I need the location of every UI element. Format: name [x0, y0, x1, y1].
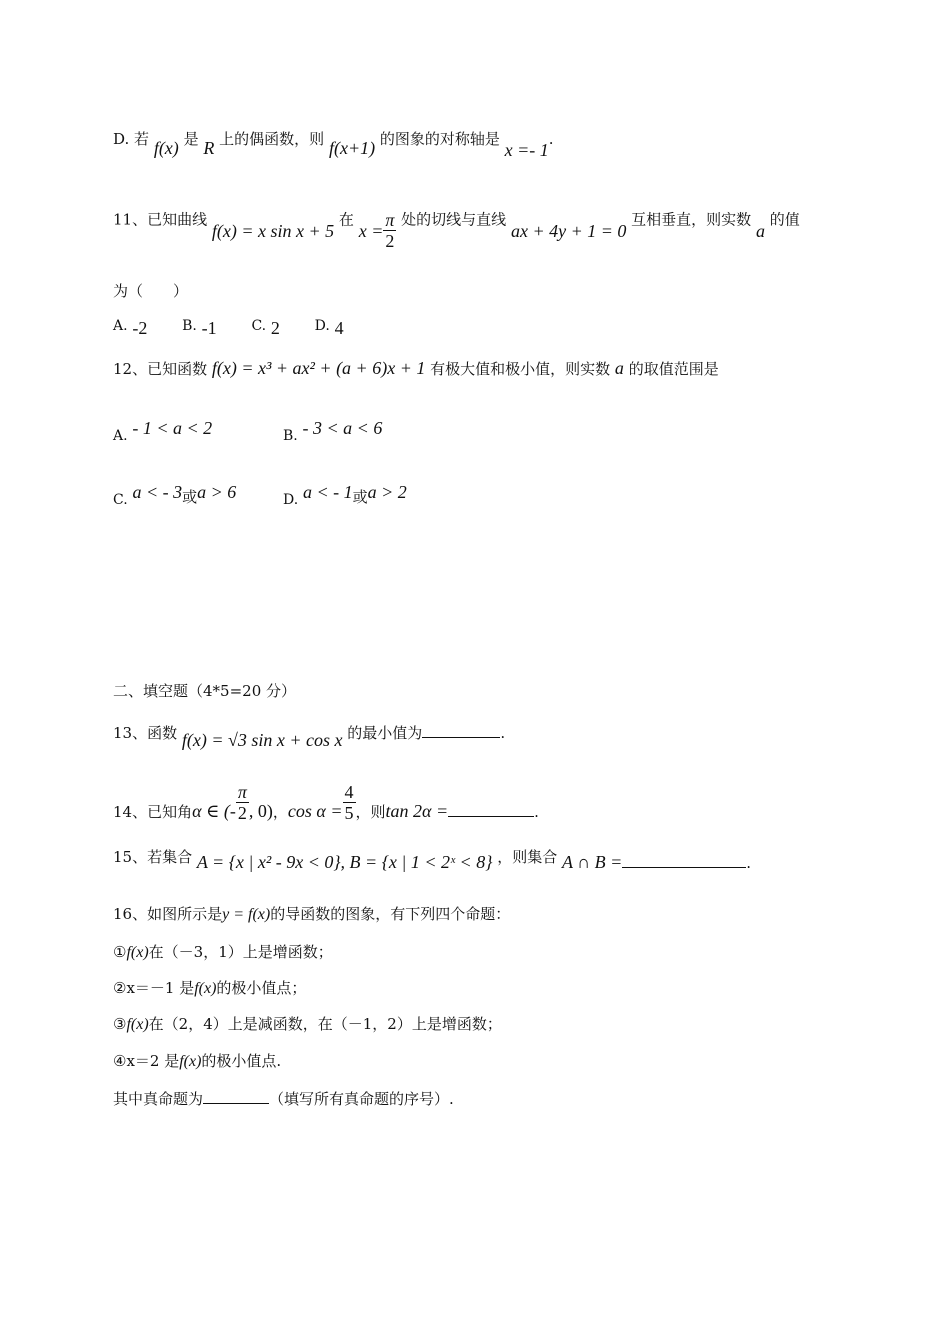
q11-a: a — [755, 220, 765, 241]
q12-opt-b-value: - 3 < a < 6 — [302, 418, 383, 438]
q11-zai: 在 — [338, 210, 354, 229]
q15 — [113, 846, 752, 872]
q16-p1-text: 在（－3，1）上是增函数； — [148, 943, 333, 961]
q12-text2: 的取值范围是 — [628, 360, 719, 378]
q12-num: 12、已知函数 — [113, 360, 208, 378]
q15-text: ，则集合 — [497, 848, 558, 866]
q15-ab: A ∩ B = — [561, 852, 623, 872]
q16-intro — [113, 903, 510, 924]
q10d-shi: 是 — [183, 130, 199, 148]
q12-opt-b — [283, 418, 383, 444]
q13 — [113, 722, 506, 750]
q14-answer-blank — [448, 802, 534, 817]
q12-func: f(x) = x³ + ax² + (a + 6)x + 1 — [211, 358, 426, 378]
q16-proposition-3 — [113, 1013, 502, 1034]
q10d-R: R — [203, 138, 215, 158]
q10d-fx: f(x) — [153, 138, 179, 158]
q11-x-eq: x = — [358, 220, 384, 241]
q12-stem — [113, 358, 719, 379]
q11-opt-c-value: 2 — [270, 318, 280, 338]
q12-opt-d-value2: a > 2 — [367, 482, 407, 502]
q15-num: 15、若集合 — [113, 848, 193, 866]
q16-answer — [113, 1088, 454, 1109]
q15-b-set: , B = {x | 1 < 2ˣ < 8} — [340, 852, 493, 872]
q13-text: 的最小值为 — [347, 724, 423, 742]
q14-alpha-in: α ∈ (- — [192, 800, 236, 821]
q16-p3-func: f(x) — [126, 1016, 149, 1033]
q12-opt-c-label: C. — [113, 492, 128, 508]
q10d-end: . — [548, 130, 554, 148]
q11-text2: 互相垂直，则实数 — [631, 210, 752, 229]
q14-end: . — [534, 802, 539, 821]
q10d-text2: 的图象的对称轴是 — [379, 130, 500, 148]
q10d-text1: 上的偶函数，则 — [219, 130, 325, 148]
q12-opt-a — [113, 418, 213, 444]
q12-opt-c-or: 或 — [182, 488, 198, 506]
q11-stem — [113, 200, 800, 251]
q14-num: 14、已知角 — [113, 802, 193, 821]
q16-p4-mark: ④x＝2 是 — [113, 1052, 180, 1070]
q11-wei: 为（ ） — [113, 282, 189, 300]
q16-p1-mark: ① — [113, 943, 127, 961]
q12-a: a — [614, 358, 624, 378]
q13-answer-blank — [422, 723, 500, 738]
q12-opt-a-label: A. — [113, 428, 128, 444]
q16-intro-1: 16、如图所示是 — [113, 905, 223, 923]
q11-func: f(x) = x sin x + 5 — [211, 220, 335, 241]
q13-end: . — [500, 724, 506, 742]
q14-then: ，则 — [355, 802, 386, 821]
q16-answer-1: 其中真命题为 — [113, 1090, 204, 1108]
q16-answer-blank — [203, 1089, 269, 1104]
q11-pi-over-2: $\frac{\pi}{2}$ — [385, 210, 395, 251]
q12-text1: 有极大值和极小值，则实数 — [430, 360, 611, 378]
q16-p2-text: 的极小值点； — [216, 979, 307, 997]
q11-options — [113, 314, 344, 338]
q14 — [113, 782, 539, 823]
q14-tan: tan 2α = — [385, 800, 449, 821]
q12-opt-d — [283, 482, 407, 508]
q11-opt-b-label: B. — [182, 318, 197, 334]
q15-a-set: A = {x | x² - 9x < 0} — [196, 852, 341, 872]
q16-intro-2: 的导函数的图象，有下列四个命题： — [270, 905, 511, 923]
q11-opt-b-value: -1 — [201, 318, 217, 338]
q11-opt-a-value: -2 — [132, 318, 148, 338]
q14-interval-end: , 0) — [248, 800, 273, 821]
q16-answer-2: （填写所有真命题的序号）. — [269, 1090, 454, 1108]
q12-opt-d-label: D. — [283, 492, 299, 508]
q13-num: 13、函数 — [113, 724, 178, 742]
q14-cos: cos α = — [287, 800, 343, 821]
q16-p2-mark: ②x＝－1 是 — [113, 979, 195, 997]
section2-title: 二、填空题（4*5=20 分） — [113, 682, 297, 700]
q15-answer-blank — [622, 853, 746, 868]
q16-p4-text: 的极小值点. — [201, 1052, 282, 1070]
q12-opt-b-label: B. — [283, 428, 298, 444]
q11-line: ax + 4y + 1 = 0 — [510, 220, 627, 241]
q14-four-fifths: $\frac{4}{5}$ — [344, 782, 354, 823]
q11-opt-d-value: 4 — [334, 318, 344, 338]
q16-p2-func: f(x) — [194, 980, 217, 997]
q16-p3-mark: ③ — [113, 1015, 127, 1033]
q10d-label: D. 若 — [113, 130, 150, 148]
q11-opt-a-label: A. — [113, 318, 128, 334]
q12-opt-c-value2: a > 6 — [197, 482, 237, 502]
q10d-eq: x =- 1 — [504, 140, 549, 160]
q16-p1-func: f(x) — [126, 944, 149, 961]
q11-opt-d-label: D. — [314, 318, 330, 334]
q11-num: 11、已知曲线 — [113, 210, 208, 229]
q13-func: f(x) = √3 sin x + cos x — [181, 730, 343, 750]
q15-end: . — [746, 854, 752, 872]
q12-opt-c — [113, 482, 237, 508]
q16-proposition-4 — [113, 1050, 281, 1071]
q10d-fx1: f(x+1) — [328, 138, 376, 158]
q16-intro-func: y = f(x) — [222, 906, 271, 923]
q11-text1: 处的切线与直线 — [401, 210, 507, 229]
q11-text3: 的值 — [769, 210, 800, 229]
q12-opt-d-or: 或 — [352, 488, 368, 506]
q10-option-d — [113, 128, 554, 160]
q11-opt-c-label: C. — [251, 318, 267, 334]
q12-opt-c-value1: a < - 3 — [132, 482, 183, 502]
q12-opt-d-value1: a < - 1 — [302, 482, 353, 502]
q16-p4-func: f(x) — [179, 1053, 202, 1070]
q16-proposition-1 — [113, 941, 333, 962]
q14-comma: ， — [272, 802, 288, 821]
q16-proposition-2 — [113, 977, 306, 998]
q12-opt-a-value: - 1 < a < 2 — [132, 418, 213, 438]
q16-p3-text: 在（2，4）上是减函数，在（－1，2）上是增函数； — [148, 1015, 502, 1033]
q14-pi-over-2: $\frac{\pi}{2}$ — [237, 782, 247, 823]
